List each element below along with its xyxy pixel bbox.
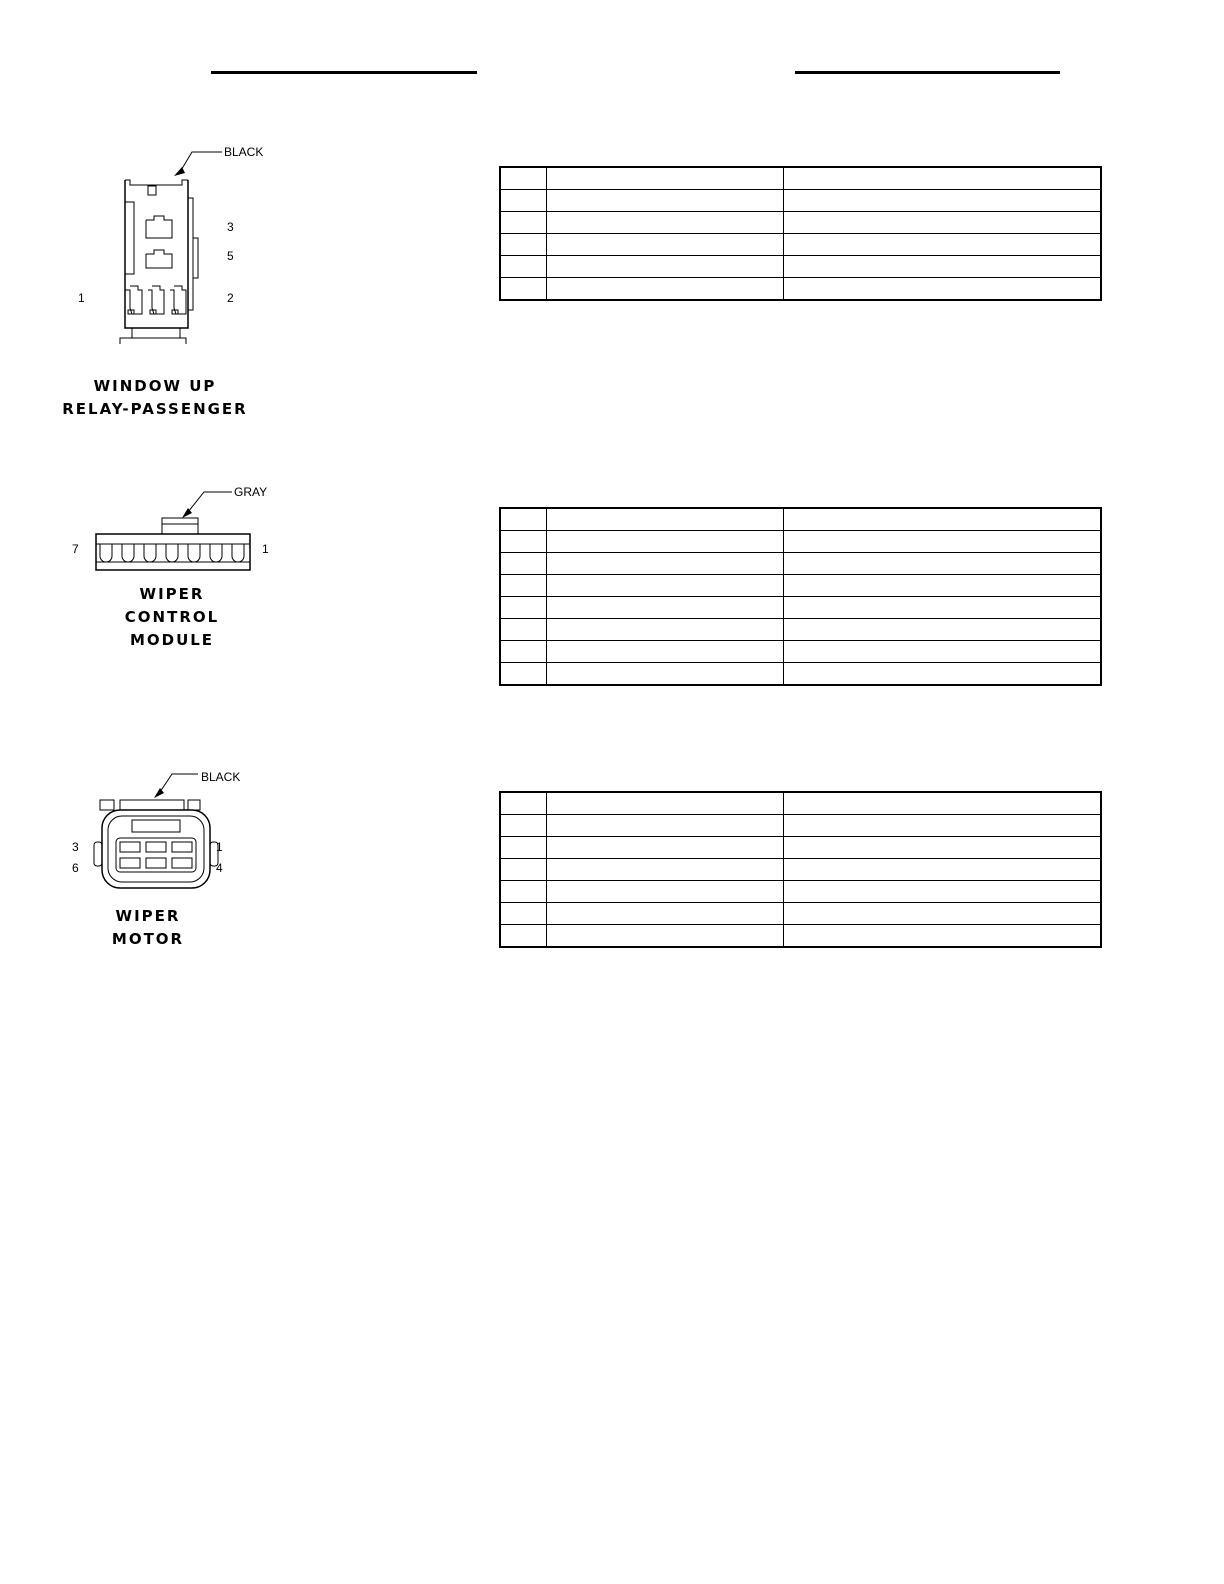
table-row <box>500 278 1101 301</box>
connector-title: WIPER MOTOR <box>111 907 185 948</box>
table-row <box>500 859 1101 881</box>
color-label: GRAY <box>234 485 268 499</box>
table-row <box>500 641 1101 663</box>
table-row <box>500 553 1101 575</box>
table-row <box>500 256 1101 278</box>
table-row <box>500 815 1101 837</box>
table-row <box>500 837 1101 859</box>
pin-label: 3 <box>227 220 234 234</box>
table-row <box>500 234 1101 256</box>
pin-label: 7 <box>72 542 79 556</box>
pin-table-wiper-motor <box>499 791 1102 948</box>
pin-label: 4 <box>216 861 223 875</box>
table-row <box>500 597 1101 619</box>
table-row <box>500 881 1101 903</box>
pin-label: 1 <box>262 542 269 556</box>
table-row <box>500 792 1101 815</box>
wiper-motor-connector-diagram <box>64 762 254 892</box>
pin-label: 1 <box>216 840 223 854</box>
pin-label: 3 <box>72 840 79 854</box>
wiper-control-module-connector-diagram <box>64 480 284 580</box>
table-row <box>500 531 1101 553</box>
pin-table-wiper-control-module <box>499 507 1102 686</box>
table-row <box>500 575 1101 597</box>
table-row <box>500 903 1101 925</box>
window-up-relay-connector-diagram <box>70 140 270 355</box>
pin-table-window-up-relay <box>499 166 1102 301</box>
pin-label: 1 <box>78 291 85 305</box>
table-row <box>500 508 1101 531</box>
table-row <box>500 167 1101 190</box>
pin-label: 6 <box>72 861 79 875</box>
table-row <box>500 925 1101 948</box>
table-row <box>500 663 1101 686</box>
table-row <box>500 190 1101 212</box>
header-rule-right <box>795 71 1060 74</box>
table-row <box>500 619 1101 641</box>
table-row <box>500 212 1101 234</box>
pin-label: 5 <box>227 249 234 263</box>
header-rule-left <box>211 71 477 74</box>
connector-title: WINDOW UP RELAY-PASSENGER <box>62 377 248 418</box>
color-label: BLACK <box>224 145 264 159</box>
color-label: BLACK <box>201 770 241 784</box>
pin-label: 2 <box>227 291 234 305</box>
connector-title: WIPER CONTROL MODULE <box>124 585 220 649</box>
